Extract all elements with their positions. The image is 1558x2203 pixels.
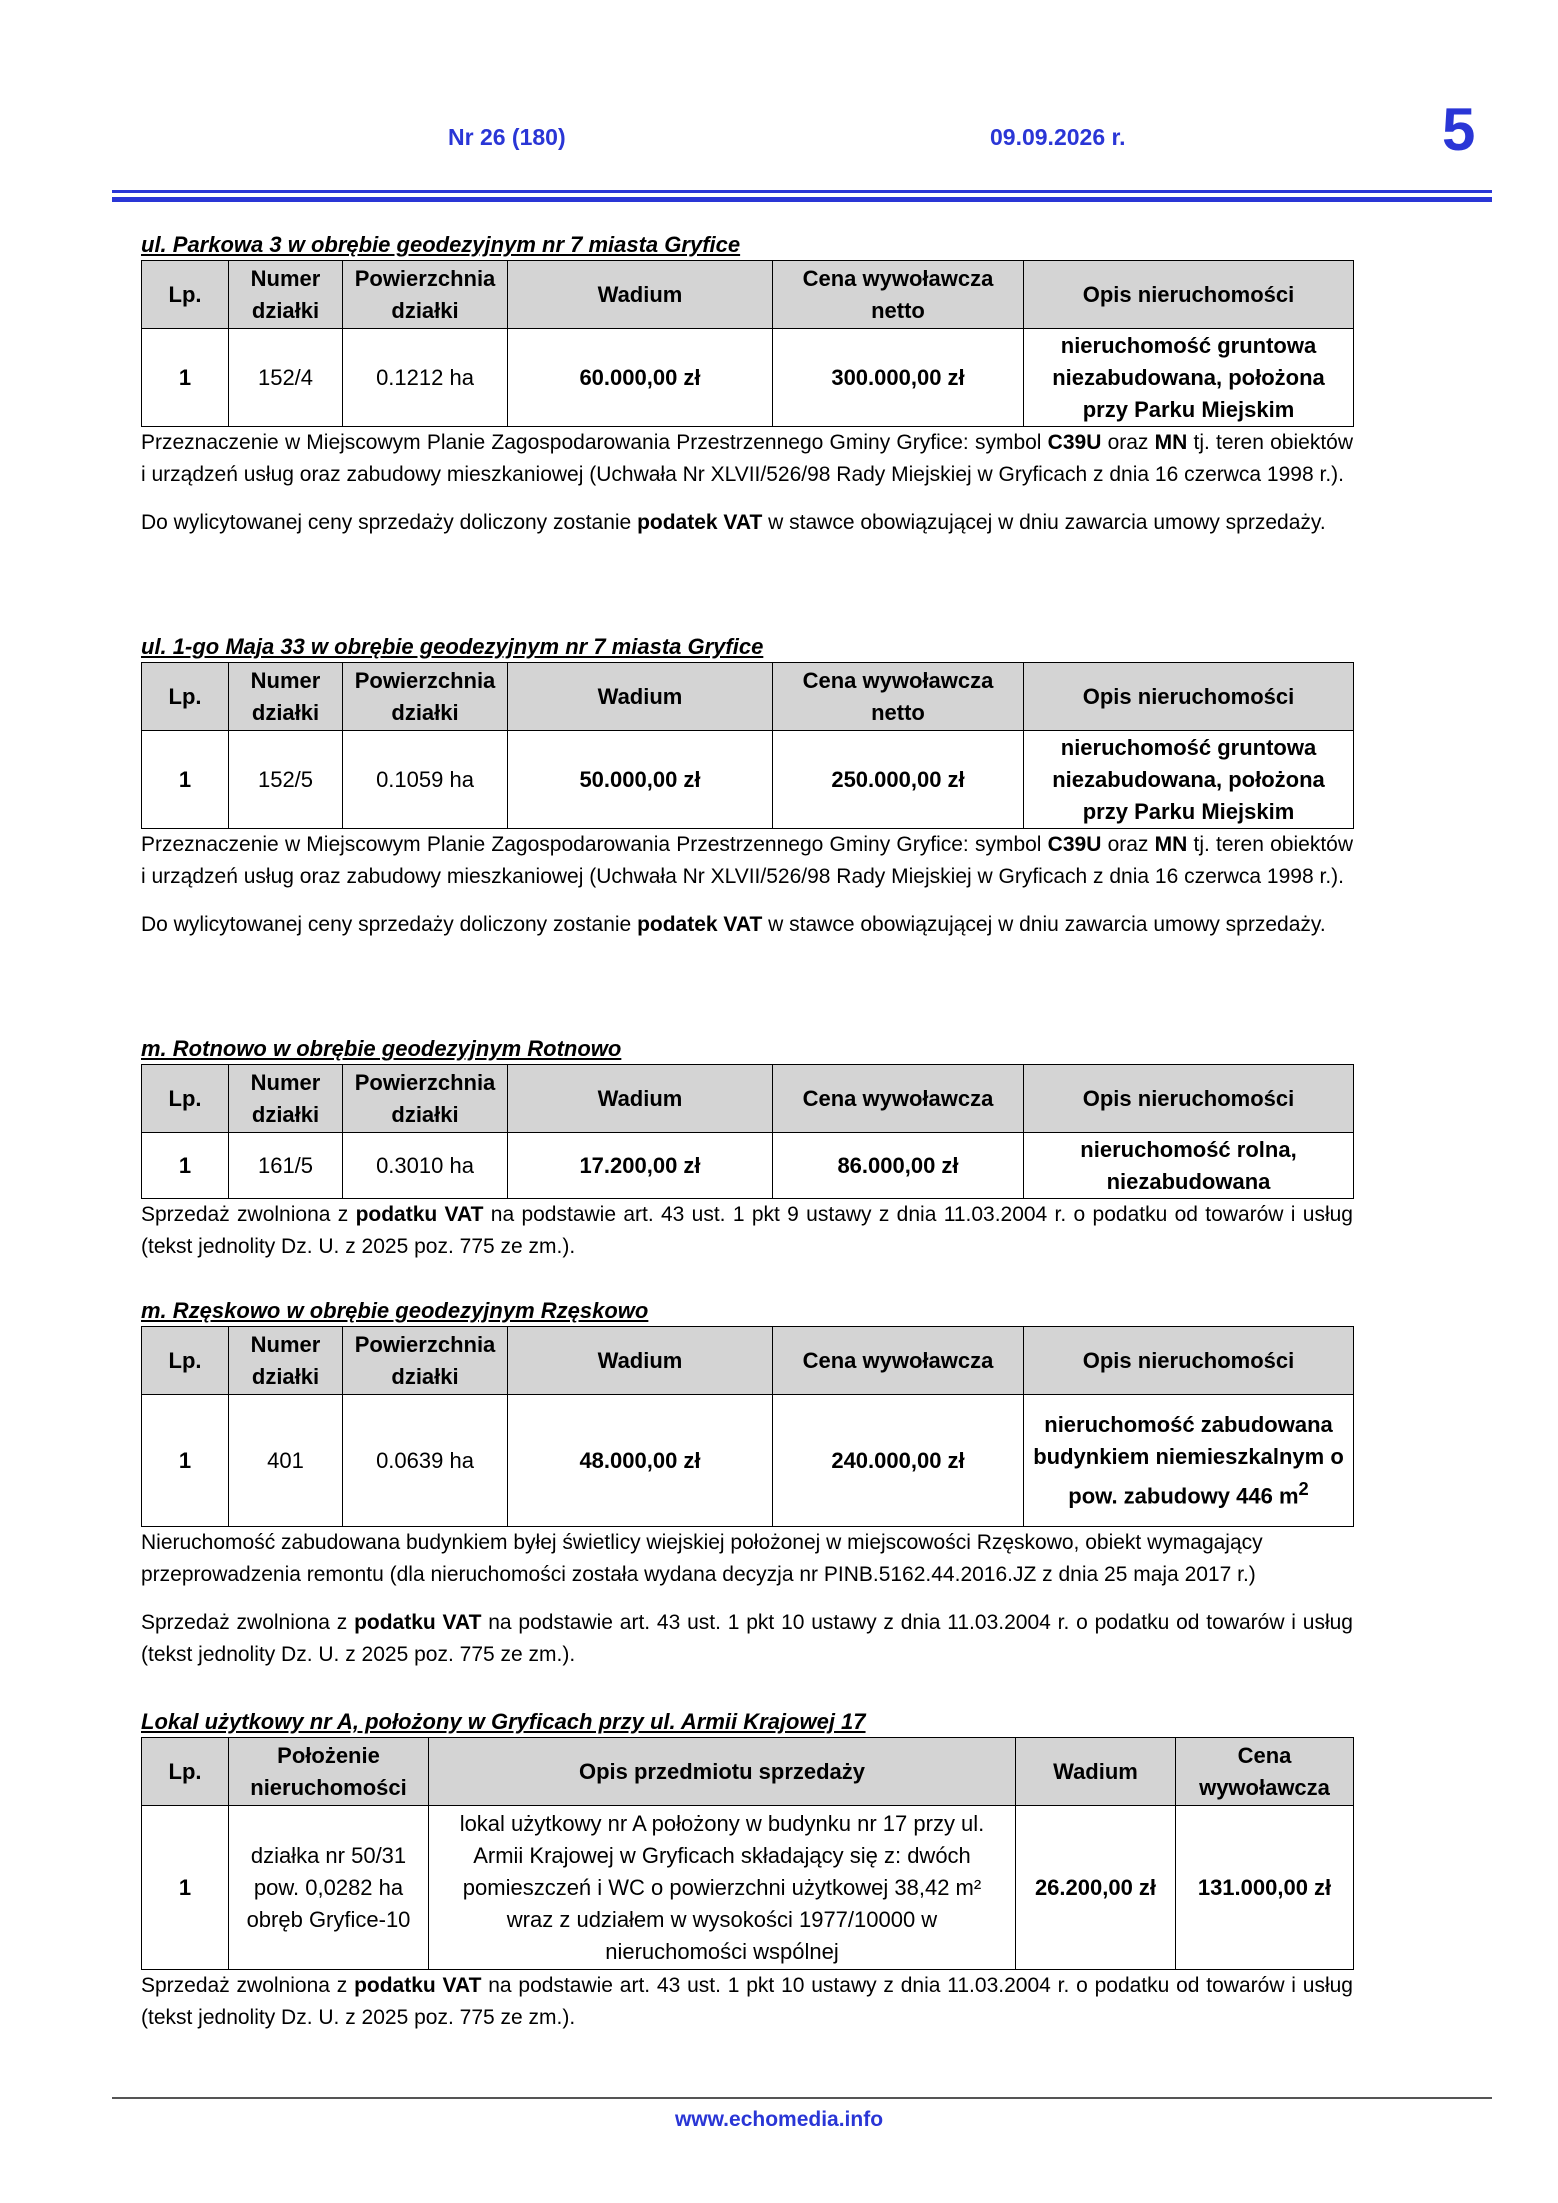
header-cell: Opis przedmiotu sprzedaży [429,1738,1016,1806]
cell-deposit: 60.000,00 zł [508,329,773,427]
header-cell: Numer działki [229,663,343,731]
header-cell: Numer działki [229,1065,343,1133]
header-cell: Położenie nieruchomości [229,1738,429,1806]
section-title: ul. Parkowa 3 w obrębie geodezyjnym nr 7 miasta Gryfice [141,232,741,257]
issue-number: Nr 26 (180) [448,124,566,150]
table-row [142,731,1354,829]
table-header-row [142,1065,1354,1133]
footer-rule [112,2097,1492,2099]
table-header-row [142,1327,1354,1395]
header-cell: Opis nieruchomości [1024,1327,1354,1395]
table-header-row [142,261,1354,329]
header-cell: Opis nieruchomości [1024,663,1354,731]
zoning-note: Przeznaczenie w Miejscowym Planie Zagospodarowania Przestrzennego Gminy Gryfice: symbol C39U oraz MN tj. teren obiektów i urządzeń usług oraz zabudowy mieszkaniowej (Uchwała Nr XLVII/526/98 Rady Miejskiej w Gryficach z dnia 16 czerwca 1998 r.). [141,833,1353,888]
header-cell: Powierzchnia działki [343,261,508,329]
section-lokal-uzytkowy [141,1707,1353,2034]
table-row [142,329,1354,427]
cell-description: lokal użytkowy nr A położony w budynku nr 17 przy ul. Armii Krajowej w Gryficach składający się z: dwóch pomieszczeń i WC o powierzchni użytkowej 38,42 m² wraz z udziałem w wysokości 1977/10000 w nieruchomości wspólnej [429,1806,1016,1970]
header-cell: Numer działki [229,1327,343,1395]
header-rule-thin [112,190,1492,193]
header-cell: Cena wywoławcza netto [773,261,1024,329]
cell-price: 240.000,00 zł [773,1395,1024,1527]
cell-price: 131.000,00 zł [1176,1806,1354,1970]
cell-price: 300.000,00 zł [773,329,1024,427]
cell-lp: 1 [142,731,229,829]
vat-note: Do wylicytowanej ceny sprzedaży doliczony zostanie podatek VAT w stawce obowiązującej w dniu zawarcia umowy sprzedaży. [141,511,1326,534]
table-row [142,1806,1354,1970]
vat-note: Do wylicytowanej ceny sprzedaży doliczony zostanie podatek VAT w stawce obowiązującej w dniu zawarcia umowy sprzedaży. [141,913,1326,936]
cell-location: działka nr 50/31 pow. 0,0282 ha obręb Gryfice-10 [229,1806,429,1970]
page-number: 5 [1442,96,1476,163]
cell-lp: 1 [142,1395,229,1527]
cell-description: nieruchomość rolna, niezabudowana [1024,1133,1354,1199]
cell-deposit: 48.000,00 zł [508,1395,773,1527]
vat-note: Sprzedaż zwolniona z podatku VAT na podstawie art. 43 ust. 1 pkt 10 ustawy z dnia 11.03.2004 r. o podatku od towarów i usług (tekst jednolity Dz. U. z 2025 poz. 775 ze zm.). [141,1611,1353,1666]
cell-plot-number: 152/4 [229,329,343,427]
property-table [141,260,1354,427]
cell-lp: 1 [142,329,229,427]
header-cell: Opis nieruchomości [1024,261,1354,329]
table-row [142,1133,1354,1199]
cell-area: 0.1212 ha [343,329,508,427]
section-title: Lokal użytkowy nr A, położony w Gryficach przy ul. Armii Krajowej 17 [141,1709,866,1734]
header-cell: Cena wywoławcza [773,1065,1024,1133]
header-cell: Wadium [508,261,773,329]
cell-plot-number: 152/5 [229,731,343,829]
cell-lp: 1 [142,1133,229,1199]
header-cell: Cena wywoławcza netto [773,663,1024,731]
cell-lp: 1 [142,1806,229,1970]
header-cell: Lp. [142,663,229,731]
header-cell: Wadium [508,1327,773,1395]
vat-note: Sprzedaż zwolniona z podatku VAT na podstawie art. 43 ust. 1 pkt 10 ustawy z dnia 11.03.2004 r. o podatku od towarów i usług (tekst jednolity Dz. U. z 2025 poz. 775 ze zm.). [141,1974,1353,2029]
header-cell: Powierzchnia działki [343,1327,508,1395]
header-cell: Cena wywoławcza [1176,1738,1354,1806]
header-cell: Wadium [1016,1738,1176,1806]
property-table [141,1737,1354,1970]
cell-description: nieruchomość zabudowana budynkiem niemieszkalnym o pow. zabudowy 446 $m^2$ [1024,1395,1354,1527]
zoning-note: Przeznaczenie w Miejscowym Planie Zagospodarowania Przestrzennego Gminy Gryfice: symbol C39U oraz MN tj. teren obiektów i urządzeń usług oraz zabudowy mieszkaniowej (Uchwała Nr XLVII/526/98 Rady Miejskiej w Gryficach z dnia 16 czerwca 1998 r.). [141,431,1353,486]
cell-description: nieruchomość gruntowa niezabudowana, położona przy Parku Miejskim [1024,329,1354,427]
section-parkowa [141,230,1353,539]
cell-description: nieruchomość gruntowa niezabudowana, położona przy Parku Miejskim [1024,731,1354,829]
header-cell: Powierzchnia działki [343,1065,508,1133]
header-cell: Wadium [508,1065,773,1133]
cell-price: 86.000,00 zł [773,1133,1024,1199]
property-table [141,662,1354,829]
cell-price: 250.000,00 zł [773,731,1024,829]
header-cell: Wadium [508,663,773,731]
cell-deposit: 17.200,00 zł [508,1133,773,1199]
cell-area: 0.0639 ha [343,1395,508,1527]
cell-plot-number: 401 [229,1395,343,1527]
header-cell: Opis nieruchomości [1024,1065,1354,1133]
header-cell: Lp. [142,261,229,329]
header-rule-thick [112,197,1492,202]
header-cell: Lp. [142,1327,229,1395]
header-cell: Lp. [142,1738,229,1806]
footer-link[interactable]: www.echomedia.info [674,2108,884,2131]
section-title: m. Rzęskowo w obrębie geodezyjnym Rzęskowo [141,1298,649,1323]
section-title: m. Rotnowo w obrębie geodezyjnym Rotnowo [141,1036,622,1061]
cell-deposit: 26.200,00 zł [1016,1806,1176,1970]
header-cell: Numer działki [229,261,343,329]
header-cell: Powierzchnia działki [343,663,508,731]
section-rzeskowo [141,1296,1353,1671]
condition-note: Nieruchomość zabudowana budynkiem byłej świetlicy wiejskiej położonej w miejscowości Rzęskowo, obiekt wymagający przeprowadzenia remontu (dla nieruchomości została wydana decyzja nr PINB.5162.44.2016.JZ z dnia 25 maja 2017 r.) [141,1531,1263,1586]
vat-note: Sprzedaż zwolniona z podatku VAT na podstawie art. 43 ust. 1 pkt 9 ustawy z dnia 11.03.2004 r. o podatku od towarów i usług (tekst jednolity Dz. U. z 2025 poz. 775 ze zm.). [141,1203,1353,1258]
table-header-row [142,663,1354,731]
cell-deposit: 50.000,00 zł [508,731,773,829]
section-1-go-maja [141,632,1353,941]
cell-area: 0.3010 ha [343,1133,508,1199]
section-title: ul. 1-go Maja 33 w obrębie geodezyjnym nr 7 miasta Gryfice [141,634,764,659]
table-header-row [142,1738,1354,1806]
cell-area: 0.1059 ha [343,731,508,829]
section-rotnowo [141,1034,1353,1263]
header-cell: Cena wywoławcza [773,1327,1024,1395]
issue-date: 09.09.2026 r. [990,124,1126,150]
header-cell: Lp. [142,1065,229,1133]
property-table [141,1064,1354,1199]
cell-plot-number: 161/5 [229,1133,343,1199]
property-table [141,1326,1354,1527]
table-row [142,1395,1354,1527]
